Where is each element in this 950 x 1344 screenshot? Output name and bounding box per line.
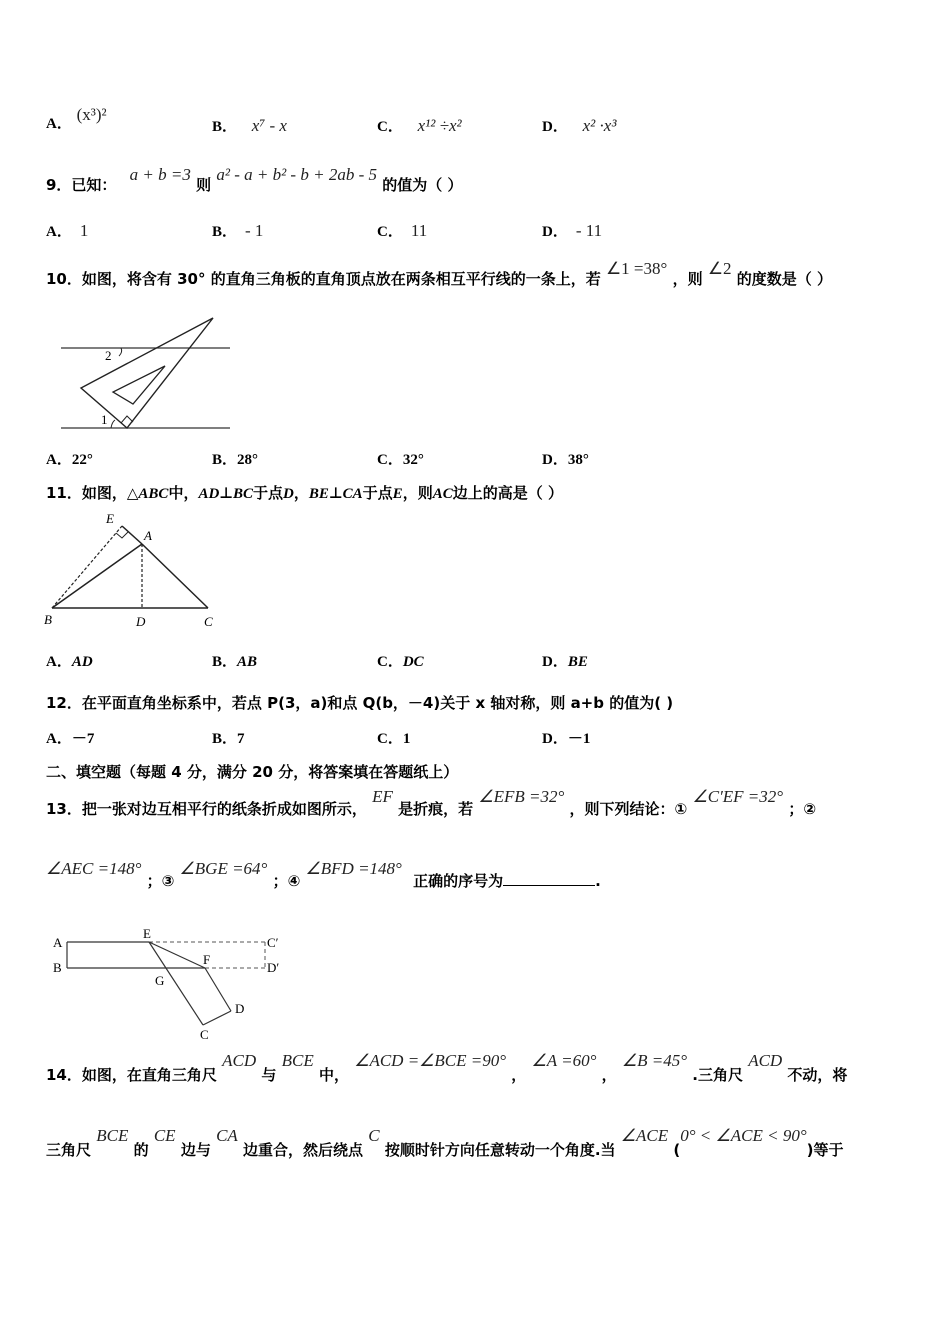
q13-ef: EF: [372, 787, 393, 806]
option-label: B．: [212, 452, 238, 468]
label-d-prime: D′: [267, 960, 280, 975]
q13-p4: ；②: [788, 800, 817, 818]
option-value: 38°: [567, 452, 589, 468]
section-heading: 二、填空题（每题 4 分，满分 20 分，将答案填在答题纸上）: [46, 763, 459, 781]
q11-option-b: [212, 650, 257, 671]
label-c: C: [200, 1027, 209, 1042]
q9-option-b: [212, 220, 263, 241]
q11-option-c: [377, 650, 424, 671]
q10-text: 10．如图，将含有 30° 的直角三角板的直角顶点放在两条相互平行线的一条上，若: [46, 270, 601, 288]
option-value: －7: [71, 731, 95, 747]
q13-p1: 13．把一张对边互相平行的纸条折成如图所示，: [46, 800, 367, 818]
q9-option-a: [46, 220, 88, 241]
q12-option-d: [542, 727, 590, 748]
label-d: D: [235, 1001, 245, 1016]
option-expr: x¹² ÷x²: [417, 116, 462, 135]
q11-ac: AC: [432, 486, 453, 502]
q14-l2p5: 按顺时针方向任意转动一个角度.当: [384, 1141, 616, 1159]
q14-p4: ，: [511, 1066, 527, 1084]
q14-eq2: ∠A =60°: [531, 1051, 597, 1070]
q9-expression: a² - a + b² - b + 2ab - 5: [216, 165, 377, 184]
q13-p7: 正确的序号为: [413, 872, 504, 890]
q14-bce2: BCE: [96, 1126, 129, 1145]
label-1: 1: [101, 412, 108, 427]
q13-p8: .: [595, 872, 601, 890]
q10-angle1: ∠1 =38°: [605, 259, 668, 278]
option-label: B．: [212, 731, 238, 747]
option-label: B．: [212, 654, 238, 670]
q11-ca: CA: [342, 486, 363, 502]
q9-condition: a + b =3: [129, 165, 191, 184]
option-label: C．: [377, 119, 403, 135]
q14-l2p3: 边与: [180, 1141, 211, 1159]
option-label: C．: [377, 224, 403, 240]
q9-mid: 则: [196, 176, 212, 194]
option-value: 32°: [402, 452, 424, 468]
label-a: A: [53, 935, 63, 950]
q14-ca: CA: [216, 1126, 238, 1145]
option-label: A．: [46, 654, 72, 670]
q11-p6: ⊥: [328, 484, 343, 502]
q10-option-d: [542, 448, 589, 469]
q14-p1: 14．如图，在直角三角尺: [46, 1066, 217, 1084]
q13-c3: ∠BGE =64°: [179, 859, 268, 878]
q14-p2: 与: [261, 1066, 277, 1084]
question-10: [46, 258, 833, 288]
label-c-prime: C′: [267, 935, 279, 950]
q14-ce: CE: [153, 1126, 176, 1145]
option-value: DC: [402, 654, 424, 670]
q11-abc: ABC: [138, 486, 169, 502]
option-expr: x⁷ - x: [251, 116, 287, 135]
option-value: 11: [410, 221, 428, 240]
q11-p2: 中，: [168, 484, 199, 502]
option-value: 22°: [71, 452, 93, 468]
q14-l2p4: 边重合，然后绕点: [243, 1141, 364, 1159]
q14-eq3: ∠B =45°: [621, 1051, 688, 1070]
q10-option-c: [377, 448, 424, 469]
option-label: A．: [46, 224, 72, 240]
option-value: 7: [237, 731, 245, 747]
option-label: D．: [542, 654, 568, 670]
q13-c1: ∠C′EF =32°: [692, 787, 784, 806]
label-g: G: [155, 973, 165, 988]
q14-p5: ，: [601, 1066, 617, 1084]
q10-option-a: [46, 448, 93, 469]
label-d: D: [136, 614, 146, 629]
q14-l2p6: (: [673, 1141, 681, 1159]
q11-be: BE: [308, 486, 329, 502]
q11-p4: 于点: [253, 484, 284, 502]
q14-p6: .三角尺: [692, 1066, 743, 1084]
q9-option-c: [377, 220, 427, 241]
q11-p8: ，则: [402, 484, 433, 502]
option-label: C．: [377, 452, 403, 468]
question-13-line2: [46, 858, 601, 890]
q10-figure: [55, 312, 235, 437]
angle-1-arc: [111, 420, 115, 428]
option-label: C．: [377, 731, 403, 747]
option-value: AD: [71, 654, 93, 670]
q13-c2: ∠AEC =148°: [46, 859, 142, 878]
q11-ad: AD: [198, 486, 220, 502]
q14-p3: 中，: [318, 1066, 349, 1084]
right-angle-mark: [116, 532, 128, 538]
question-12: 12．在平面直角坐标系中，若点 P(3，a)和点 Q(b，－4)关于 x 轴对称，则 a+b 的值为( ): [46, 694, 674, 712]
option-label: D．: [542, 224, 568, 240]
label-b: B: [44, 612, 52, 627]
q10-tail: 的度数是（ ）: [736, 270, 833, 288]
q11-p9: 边上的高是（ ）: [452, 484, 563, 502]
q10-angle2: ∠2: [707, 259, 732, 278]
segment-ac: [142, 544, 208, 608]
edge-fd: [205, 968, 231, 1011]
q13-p3: ，则下列结论：①: [569, 800, 688, 818]
q14-acd2: ACD: [748, 1051, 783, 1070]
q13-efb: ∠EFB =32°: [478, 787, 565, 806]
q9-number: 9．已知：: [46, 176, 117, 194]
q11-option-d: [542, 650, 588, 671]
q11-p5: ，: [293, 484, 309, 502]
q8-option-c: [377, 115, 462, 136]
option-label: B．: [212, 119, 238, 135]
q12-option-c: [377, 727, 410, 748]
triangle-ruler-inner: [113, 366, 165, 404]
q13-p5: ；③: [146, 872, 175, 890]
question-9: [46, 164, 463, 194]
option-label: A．: [46, 731, 72, 747]
option-label: D．: [542, 119, 568, 135]
q11-p3: ⊥: [219, 484, 234, 502]
option-value: - 1: [245, 221, 264, 240]
option-value: 1: [79, 221, 89, 240]
option-label: D．: [542, 731, 568, 747]
label-b: B: [53, 960, 62, 975]
option-value: 28°: [237, 452, 259, 468]
label-c: C: [204, 614, 213, 629]
q14-l2p2: 的: [133, 1141, 149, 1159]
q11-p1: 11．如图，△: [46, 484, 139, 502]
q10-option-b: [212, 448, 258, 469]
q13-figure: [45, 925, 295, 1045]
q14-ace: ∠ACE: [620, 1126, 669, 1145]
edge-cd: [203, 1011, 231, 1025]
answer-blank[interactable]: [503, 871, 595, 886]
option-label: A．: [46, 452, 72, 468]
option-label: A．: [46, 116, 72, 132]
q14-l2p1: 三角尺: [46, 1141, 92, 1159]
option-value: 1: [402, 731, 411, 747]
q11-option-a: [46, 650, 93, 671]
q13-c4: ∠BFD =148°: [305, 859, 402, 878]
question-14-line2: [46, 1125, 844, 1159]
label-e: E: [143, 926, 151, 941]
option-expr: (x³)²: [76, 105, 107, 124]
question-11: [46, 482, 563, 503]
option-label: B．: [212, 224, 238, 240]
label-f: F: [203, 952, 211, 967]
q11-figure: [40, 508, 230, 633]
segment-be: [52, 526, 122, 608]
q14-c: C: [368, 1126, 380, 1145]
q11-d: D: [283, 486, 294, 502]
label-e: E: [106, 511, 114, 526]
q11-bc: BC: [233, 486, 254, 502]
q14-acd: ACD: [222, 1051, 257, 1070]
label-a: A: [144, 528, 152, 543]
question-13-line1: [46, 786, 817, 818]
option-label: D．: [542, 452, 568, 468]
label-2: 2: [105, 348, 112, 363]
question-14-line1: [46, 1050, 848, 1084]
option-expr: x² ·x³: [582, 116, 617, 135]
q9-option-d: [542, 220, 602, 241]
q14-eq1: ∠ACD =∠BCE =90°: [354, 1051, 507, 1070]
option-value: - 11: [575, 221, 603, 240]
q13-p6: ；④: [272, 872, 301, 890]
q10-mid: ，则: [672, 270, 703, 288]
q12-option-a: [46, 727, 94, 748]
q11-e: E: [392, 486, 403, 502]
q8-option-b: [212, 115, 287, 136]
q13-p2: 是折痕，若: [398, 800, 474, 818]
q8-option-d: [542, 115, 616, 136]
q14-bce: BCE: [281, 1051, 314, 1070]
option-value: BE: [567, 654, 588, 670]
q14-range: 0° < ∠ACE < 90°: [680, 1126, 807, 1145]
q9-tail: 的值为（ ）: [382, 176, 463, 194]
q11-p7: 于点: [362, 484, 393, 502]
q14-p7: 不动，将: [787, 1066, 848, 1084]
option-value: AB: [237, 654, 258, 670]
option-value: －1: [567, 731, 591, 747]
segment-ba: [52, 544, 142, 608]
option-label: C．: [377, 654, 403, 670]
q12-option-b: [212, 727, 245, 748]
q8-option-a: [46, 105, 107, 133]
q14-l2p7: )等于: [806, 1141, 844, 1159]
angle-2-arc: [119, 348, 122, 356]
